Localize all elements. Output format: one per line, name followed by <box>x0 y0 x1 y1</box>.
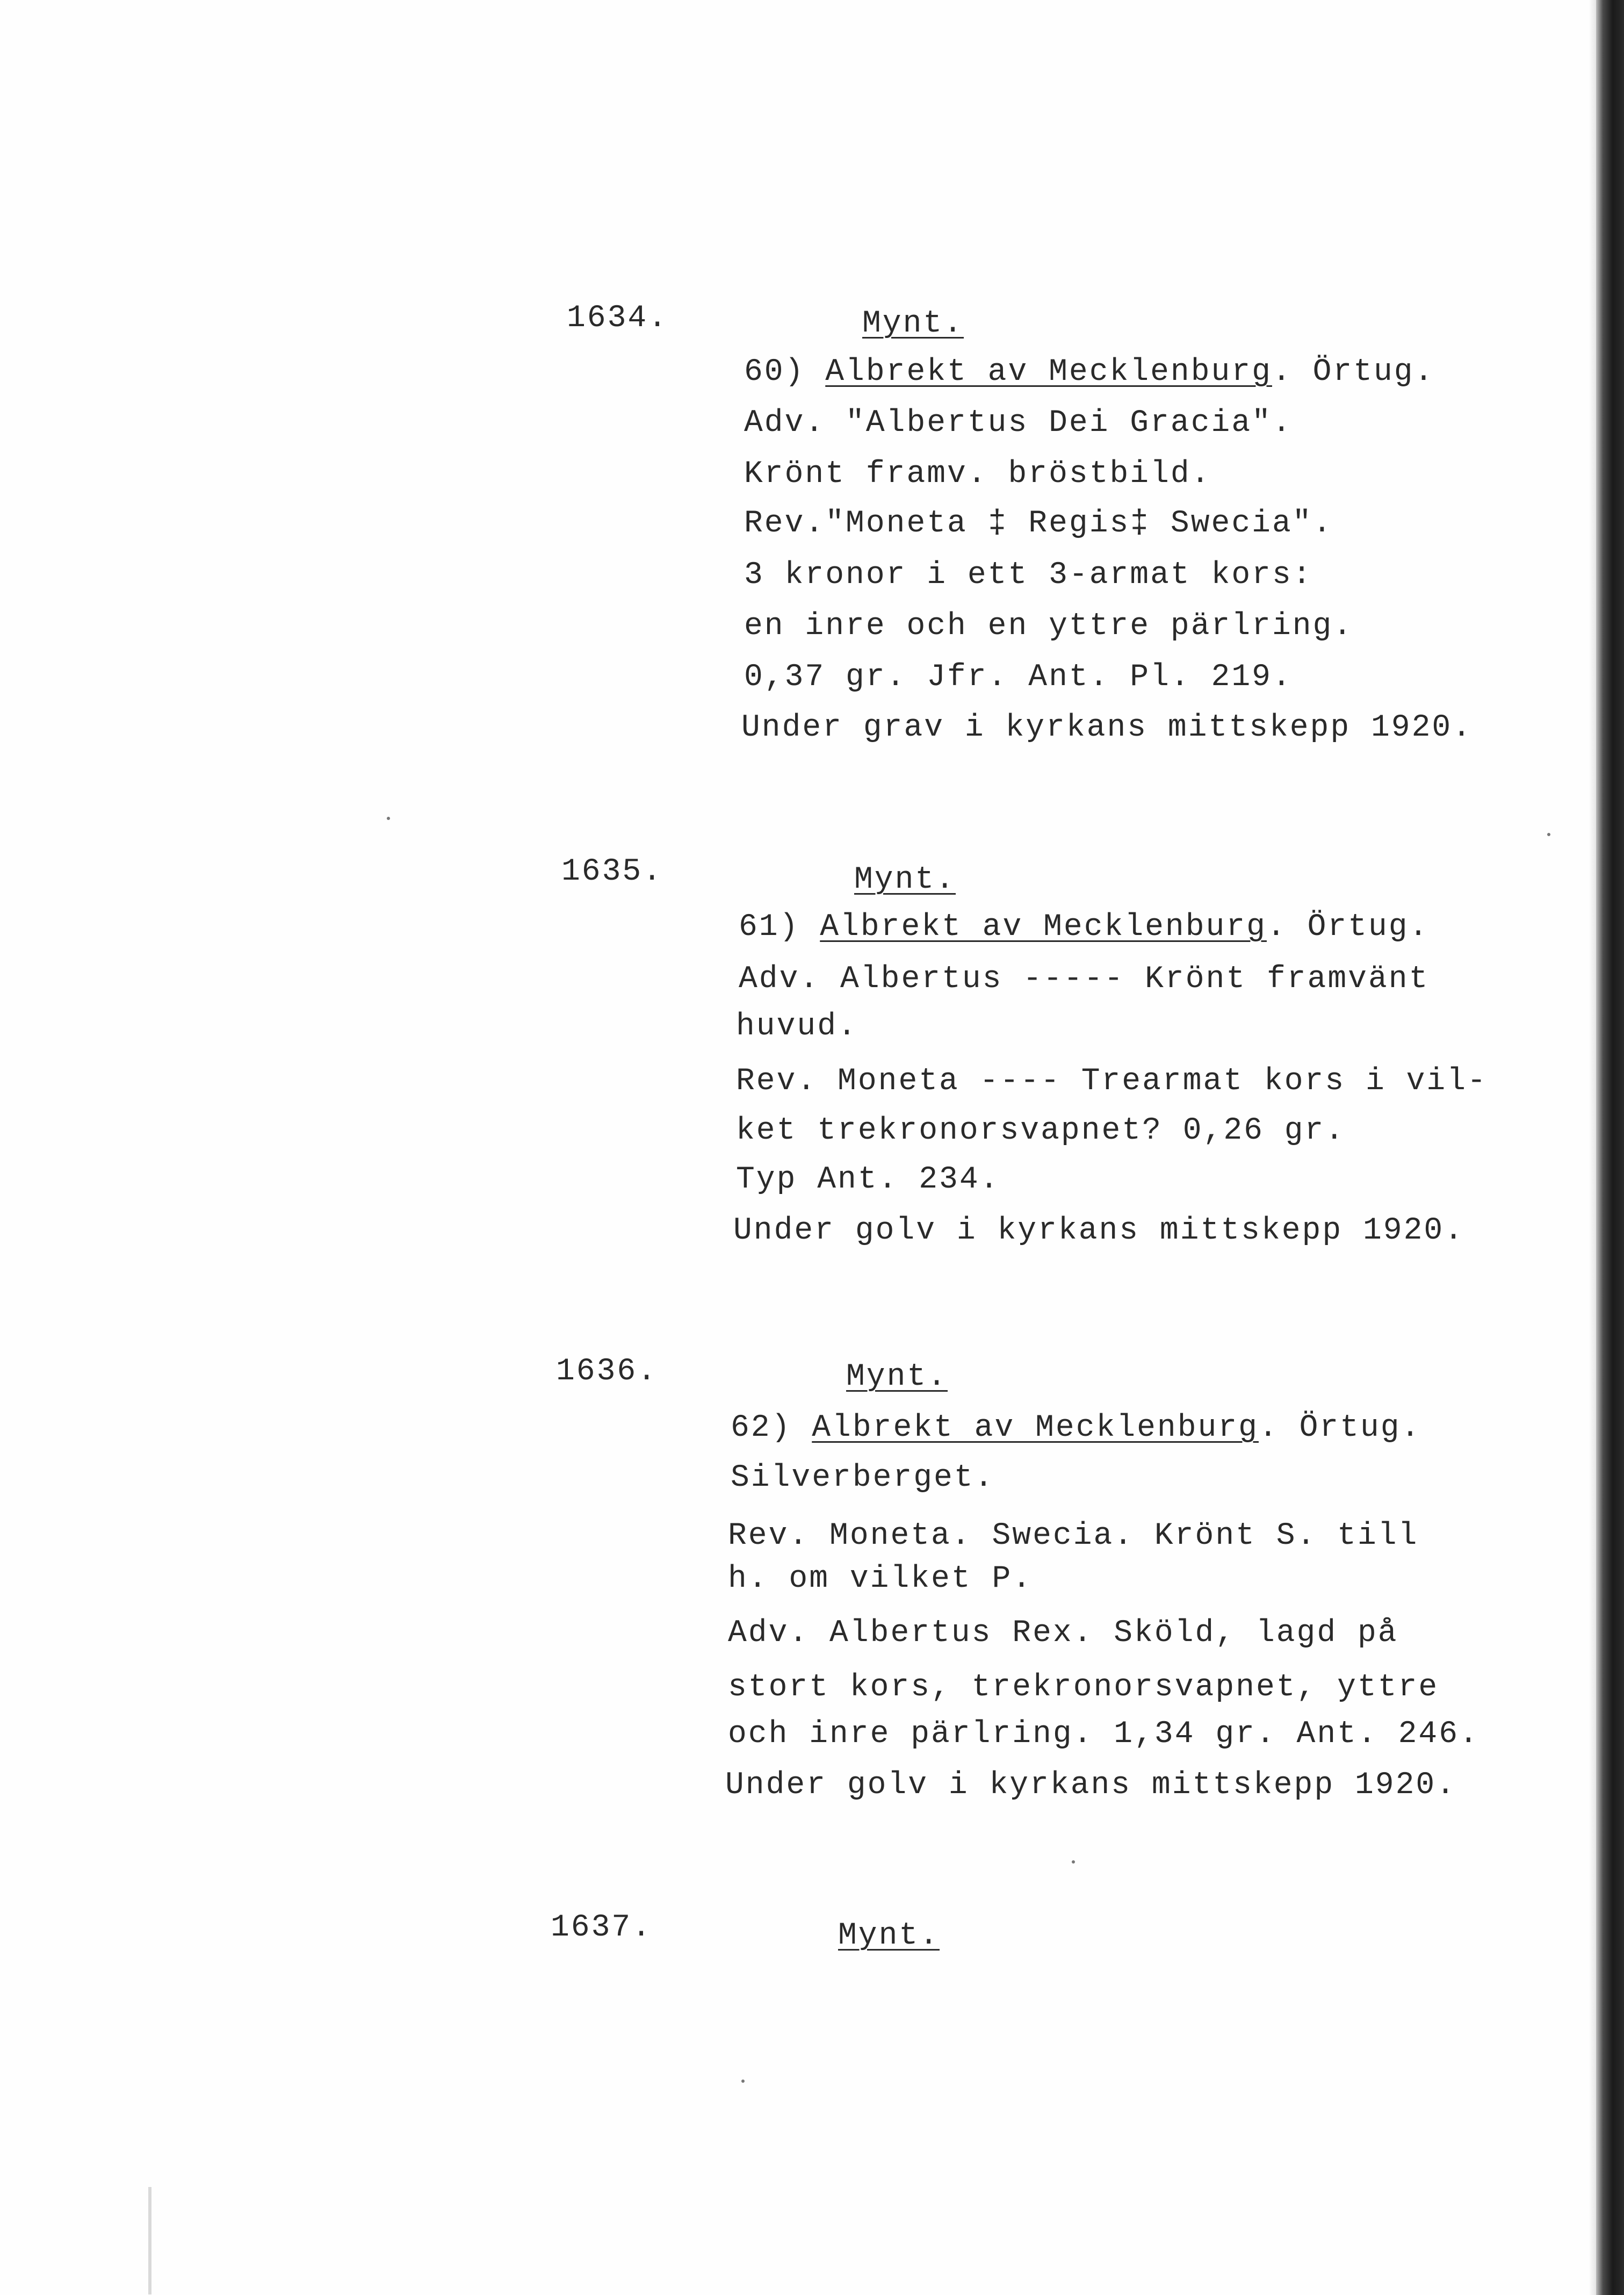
entry-line: Krönt framv. bröstbild. <box>744 457 1211 492</box>
margin-mark <box>148 2187 151 2294</box>
entry-line: Rev."Moneta ‡ Regis‡ Swecia". <box>744 506 1333 541</box>
entry-line <box>739 910 1429 945</box>
entry-heading <box>862 306 964 341</box>
entry-number: 1637. <box>551 1910 653 1945</box>
entry-line: ket trekronorsvapnet? 0,26 gr. <box>736 1113 1346 1148</box>
entry-line: en inre och en yttre pärlring. <box>744 609 1354 644</box>
entry-line: 0,37 gr. Jfr. Ant. Pl. 219. <box>744 660 1293 695</box>
line-text: . Örtug. <box>1266 910 1430 945</box>
line-text: 60) <box>744 355 826 390</box>
scanner-edge <box>1596 0 1624 2295</box>
line-underlined-text: Albrekt av Mecklenburg <box>820 910 1267 945</box>
entry-line: Adv. Albertus ----- Krönt framvänt <box>739 962 1430 997</box>
scan-speck <box>1547 833 1550 836</box>
heading-text: Mynt. <box>854 862 956 897</box>
line-underlined-text: Albrekt av Mecklenburg <box>825 355 1272 390</box>
entry-line: Adv. Albertus Rex. Sköld, lagd på <box>728 1616 1398 1651</box>
entry-line: h. om vilket P. <box>728 1562 1033 1596</box>
entry-line: 3 kronor i ett 3-armat kors: <box>744 558 1313 593</box>
entry-line <box>731 1411 1421 1445</box>
scan-speck <box>1072 1860 1075 1864</box>
scan-speck <box>387 817 390 820</box>
page-edge-shadow <box>1589 0 1596 2295</box>
entry-line: och inre pärlring. 1,34 gr. Ant. 246. <box>728 1717 1479 1752</box>
entry-line: Under golv i kyrkans mittskepp 1920. <box>725 1768 1457 1803</box>
entry-line: Under grav i kyrkans mittskepp 1920. <box>741 710 1473 745</box>
line-underlined-text: Albrekt av Mecklenburg <box>812 1411 1259 1445</box>
entry-line: Adv. "Albertus Dei Gracia". <box>744 406 1293 441</box>
entry-number: 1634. <box>567 301 669 336</box>
heading-text: Mynt. <box>846 1359 948 1394</box>
entry-line: Rev. Moneta ---- Trearmat kors i vil- <box>736 1064 1488 1099</box>
heading-text: Mynt. <box>862 306 964 341</box>
line-text: . Örtug. <box>1272 355 1435 390</box>
entry-line: Silverberget. <box>731 1461 995 1495</box>
entry-heading <box>854 862 956 897</box>
entry-heading <box>846 1359 948 1394</box>
entry-line <box>744 355 1434 390</box>
entry-number: 1635. <box>561 854 663 889</box>
entry-line: Under golv i kyrkans mittskepp 1920. <box>733 1213 1465 1248</box>
line-text: . Örtug. <box>1258 1411 1421 1445</box>
entry-heading <box>838 1918 940 1953</box>
line-text: 61) <box>739 910 820 945</box>
line-text: 62) <box>731 1411 812 1445</box>
scan-speck <box>741 2080 745 2083</box>
entry-line: huvud. <box>736 1009 858 1044</box>
entry-line: stort kors, trekronorsvapnet, yttre <box>728 1670 1439 1705</box>
entry-line: Rev. Moneta. Swecia. Krönt S. till <box>728 1519 1419 1553</box>
entry-line: Typ Ant. 234. <box>736 1162 1000 1197</box>
entry-number: 1636. <box>556 1354 658 1389</box>
heading-text: Mynt. <box>838 1918 940 1953</box>
